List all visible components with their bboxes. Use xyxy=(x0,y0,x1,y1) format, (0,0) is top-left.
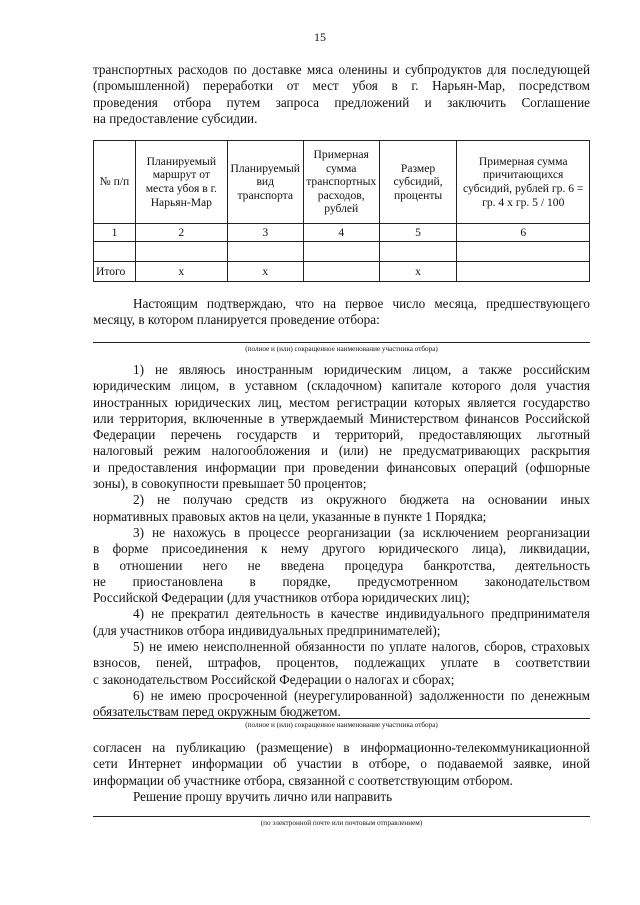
condition-2-line: 2) не получаю средств из окружного бюджета на основании иных xyxy=(133,492,590,508)
condition-3-line: 3) не нахожусь в процессе реорганизации (за исключением реорганизации xyxy=(133,524,590,540)
intro-line: на предоставление субсидии. xyxy=(93,110,258,126)
table-cell xyxy=(457,242,590,262)
table-cell: 6 xyxy=(457,224,590,242)
delivery-caption: (по электронной почте или почтовым отправлением) xyxy=(260,819,423,827)
table-header-row xyxy=(94,141,590,224)
col-header-percent: Размер субсидий, проценты xyxy=(379,141,457,224)
participant-caption: (полное и (или) сокращенное наименование участника отбора) xyxy=(245,345,438,353)
table-cell xyxy=(457,262,590,282)
table-cell: 2 xyxy=(135,224,227,242)
condition-5-line: 5) не имею неисполненной обязанности по уплате налогов, сборов, страховых xyxy=(133,639,590,655)
table-cell xyxy=(303,262,379,282)
consent-paragraph xyxy=(93,740,590,805)
table-cell xyxy=(94,242,136,262)
table-cell: Итого xyxy=(94,262,136,282)
condition-1-line: 1) не являюсь иностранным юридическим лицом, а также российским xyxy=(133,362,590,377)
condition-3-line: в форме присоединения к нему другого юридического лица), ликвидации, xyxy=(93,541,590,557)
table-cell: х xyxy=(135,262,227,282)
table-cell xyxy=(227,242,303,262)
intro-paragraph xyxy=(93,62,590,127)
participant-caption-2: (полное и (или) сокращенное наименование участника отбора) xyxy=(245,721,438,729)
col-header-costs: Примерная сумма транспортных расходов, рублей xyxy=(303,141,379,224)
consent-line: сети Интернет информации об участии в отборе, о подаваемой заявке, иной xyxy=(93,756,590,772)
condition-1-line: Федерации перечень государств и территорий, предоставляющих льготный xyxy=(93,427,590,443)
condition-5-line: с законодательством Российской Федерации о налогах и сборах; xyxy=(93,671,455,687)
col-header-route: Планируемый маршрут от места убоя в г. Нарьян-Мар xyxy=(135,141,227,224)
consent-line: информации об участнике отбора, связанной с соответствующим отбором. xyxy=(93,772,513,788)
table-empty-row xyxy=(94,242,590,262)
condition-4-line: (для участников отбора индивидуальных предпринимателей); xyxy=(93,622,441,638)
table-cell: 3 xyxy=(227,224,303,242)
condition-1-line: или территория, включенные в утверждаемый Министерством финансов Российской xyxy=(93,410,590,426)
col-header-subsidy: Примерная сумма причитающихся субсидий, рублей гр. 6 = гр. 4 х гр. 5 / 100 xyxy=(457,141,590,224)
condition-1-line: иностранных юридических лиц, местом регистрации которых является государство xyxy=(93,394,590,410)
condition-6-line: 6) не имею просроченной (неурегулированной) задолженности по денежным xyxy=(133,687,590,703)
col-header-number: № п/п xyxy=(94,141,136,224)
table-cell: 5 xyxy=(379,224,457,242)
condition-3-line: Российской Федерации (для участников отбора юридических лиц); xyxy=(93,590,470,606)
condition-4-line: 4) не прекратил деятельность в качестве индивидуального предпринимателя xyxy=(133,606,590,622)
page-number: 15 xyxy=(314,30,326,44)
delivery-blank-line xyxy=(93,816,590,817)
intro-line: проведения отбора путем запроса предложений и заключить Соглашение xyxy=(93,94,590,110)
table-column-numbers-row xyxy=(94,224,590,242)
subsidy-table xyxy=(93,140,590,282)
table-total-row xyxy=(94,262,590,282)
condition-1-line: юридическим лицом, в уставном (складочном) капитале которого доля участия xyxy=(93,378,590,394)
table-cell: х xyxy=(379,262,457,282)
decision-line: Решение прошу вручить лично или направить xyxy=(133,788,393,804)
intro-line: транспортных расходов по доставке мяса оленины и субпродуктов для последующей xyxy=(93,62,590,77)
participant-blank-line xyxy=(93,342,590,343)
condition-5-line: взносов, пеней, штрафов, процентов, подлежащих уплате в соответствии xyxy=(93,655,590,671)
table-cell: х xyxy=(227,262,303,282)
intro-line: (промышленной) переработки от мест убоя в г. Нарьян-Мар, посредством xyxy=(93,78,590,94)
conditions-list xyxy=(93,362,590,721)
col-header-transport: Планируемый вид транспорта xyxy=(227,141,303,224)
condition-6-line: обязательствам перед окружным бюджетом. xyxy=(93,704,341,720)
table-cell: 4 xyxy=(303,224,379,242)
participant-blank-line-2 xyxy=(93,718,590,719)
confirm-line: Настоящим подтверждаю, что на первое число месяца, предшествующего xyxy=(133,296,590,311)
condition-2-line: нормативных правовых актов на цели, указанные в пункте 1 Порядка; xyxy=(93,508,487,524)
table-cell xyxy=(135,242,227,262)
condition-3-line: не приостановлена в порядке, предусмотренном законодательством xyxy=(93,573,590,589)
table-cell xyxy=(379,242,457,262)
consent-line: согласен на публикацию (размещение) в информационно-телекоммуникационной xyxy=(93,740,590,755)
condition-3-line: в отношении него не введена процедура банкротства, деятельность xyxy=(93,557,590,573)
confirm-line: месяцу, в котором планируется проведение отбора: xyxy=(93,312,380,328)
confirm-paragraph xyxy=(93,296,590,329)
table-cell xyxy=(303,242,379,262)
condition-1-line: и предоставления информации при проведении финансовых операций (офшорные xyxy=(93,459,590,475)
condition-1-line: налоговый режим налогообложения и (или) не предусматривающих раскрытия xyxy=(93,443,590,459)
table-cell: 1 xyxy=(94,224,136,242)
condition-1-line: зоны), в совокупности превышает 50 процентов; xyxy=(93,476,367,492)
